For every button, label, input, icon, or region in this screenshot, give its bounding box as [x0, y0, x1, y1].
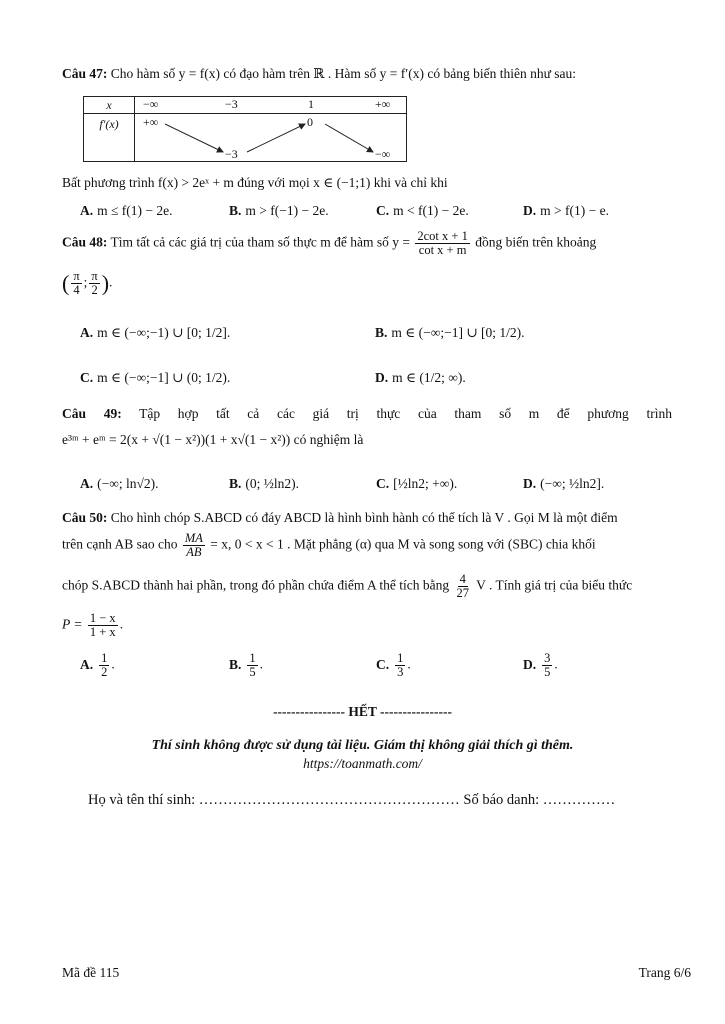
- table-x-label: x: [106, 97, 112, 112]
- variation-arrows: [135, 114, 407, 162]
- q49-equation: e³ᵐ + eᵐ = 2(x + √(1 − x²))(1 + x√(1 − x²)) có nghiệm là: [62, 432, 364, 447]
- table-val-neg-inf: −∞: [375, 147, 391, 161]
- q50-line1: Câu 50: Cho hình chóp S.ABCD có đáy ABCD là hình bình hành có thể tích là V . Gọi M là một điểm: [62, 510, 618, 525]
- q50-option-b[interactable]: B. $\frac{1}{5}$ .: [229, 651, 264, 680]
- q47-label: Câu 47:: [62, 66, 108, 81]
- q48-stem-a: Tìm tất cả các giá trị của tham số thực m để hàm số y =: [110, 234, 410, 250]
- q48-stem: [62, 230, 596, 257]
- q48-option-c[interactable]: C. m ∈ (−∞;−1] ∪ (0; 1/2).: [80, 370, 231, 385]
- table-val-pos-inf: +∞: [143, 115, 159, 129]
- exam-note: Thí sinh không được sử dụng tài liệu. Giám thị không giải thích gì thêm.: [151, 738, 574, 753]
- source-link[interactable]: https://toanmath.com/: [303, 756, 422, 771]
- q47-stem: Bất phương trình f(x) > 2eˣ + m đúng với mọi x ∈ (−1;1) khi và chỉ khi: [62, 175, 448, 190]
- table-val-0: 0: [307, 115, 313, 129]
- q49-option-b[interactable]: B. (0; ½ln2).: [229, 476, 300, 491]
- q50-option-c[interactable]: C. $\frac{1}{3}$ .: [376, 651, 411, 680]
- q49-label: Câu 49:: [62, 406, 122, 421]
- q47-intro: [62, 66, 576, 82]
- q47-intro-text: Cho hàm số y = f(x) có đạo hàm trên ℝ . Hàm số y = f′(x) có bảng biến thiên như sau:: [110, 66, 577, 81]
- q48-option-b[interactable]: B. m ∈ (−∞;−1] ∪ [0; 1/2).: [375, 325, 525, 340]
- q49-option-a[interactable]: A. (−∞; ln√2).: [80, 476, 159, 491]
- q48-fraction: $\frac{\text{2cot x + 1}}{\text{cot x + m}}$: [417, 229, 468, 258]
- table-x-minus3: −3: [225, 97, 238, 111]
- q49-stem-text: Tập hợp tất cả các giá trị thực của tham số m để phương trình: [139, 406, 672, 421]
- q50-line2: trên cạnh AB sao cho $\frac{MA}{AB}$ = x, 0 < x < 1 . Mặt phẳng (α) qua M và song song với (SBC) chia khối: [62, 531, 596, 560]
- q49-stem: [62, 406, 672, 422]
- exam-code: Mã đề 115: [62, 965, 120, 980]
- q47-option-b[interactable]: B. m > f(−1) − 2e.: [229, 203, 329, 218]
- q47-option-d[interactable]: D. m > f(1) − e.: [523, 203, 609, 218]
- q49-option-d[interactable]: D. (−∞; ½ln2].: [523, 476, 605, 491]
- q48-label: Câu 48:: [62, 234, 108, 250]
- q47-option-c[interactable]: C. m < f(1) − 2e.: [376, 203, 469, 218]
- page-number: Trang 6/6: [638, 965, 691, 980]
- table-x-neg-inf: −∞: [143, 97, 159, 111]
- q50-line3: chóp S.ABCD thành hai phần, trong đó phần chứa điểm A thể tích bằng $\frac{4}{27}$ V . Tính giá trị của biểu thức: [62, 572, 633, 601]
- q47-option-a[interactable]: A. m ≤ f(1) − 2e.: [80, 203, 173, 218]
- table-x-pos-inf: +∞: [375, 97, 391, 111]
- table-val-minus3: −3: [225, 147, 238, 161]
- variation-table: [83, 96, 407, 162]
- q48-option-a[interactable]: A. m ∈ (−∞;−1) ∪ [0; 1/2].: [80, 325, 231, 340]
- q48-option-d[interactable]: D. m ∈ (1/2; ∞).: [375, 370, 466, 385]
- table-fprime-label: f′(x): [99, 117, 119, 131]
- q48-interval: ( $\frac{\pi}{4}$ ; $\frac{\pi}{2}$ ).: [62, 269, 113, 298]
- candidate-info: Họ và tên thí sinh: ……………………………………………… Số báo danh: ……………: [88, 792, 616, 808]
- q50-option-a[interactable]: A. $\frac{1}{2}$ .: [80, 651, 115, 680]
- table-x-1: 1: [308, 97, 314, 111]
- q49-option-c[interactable]: C. [½ln2; +∞).: [376, 476, 458, 491]
- q50-expression: P = $\frac{1 - x}{1 + x}$ .: [62, 611, 124, 640]
- end-marker: ---------------- HẾT ----------------: [273, 704, 452, 719]
- q50-label: Câu 50:: [62, 510, 108, 525]
- q50-option-d[interactable]: D. $\frac{3}{5}$ .: [523, 651, 558, 680]
- q48-stem-b: đồng biến trên khoảng: [475, 234, 597, 250]
